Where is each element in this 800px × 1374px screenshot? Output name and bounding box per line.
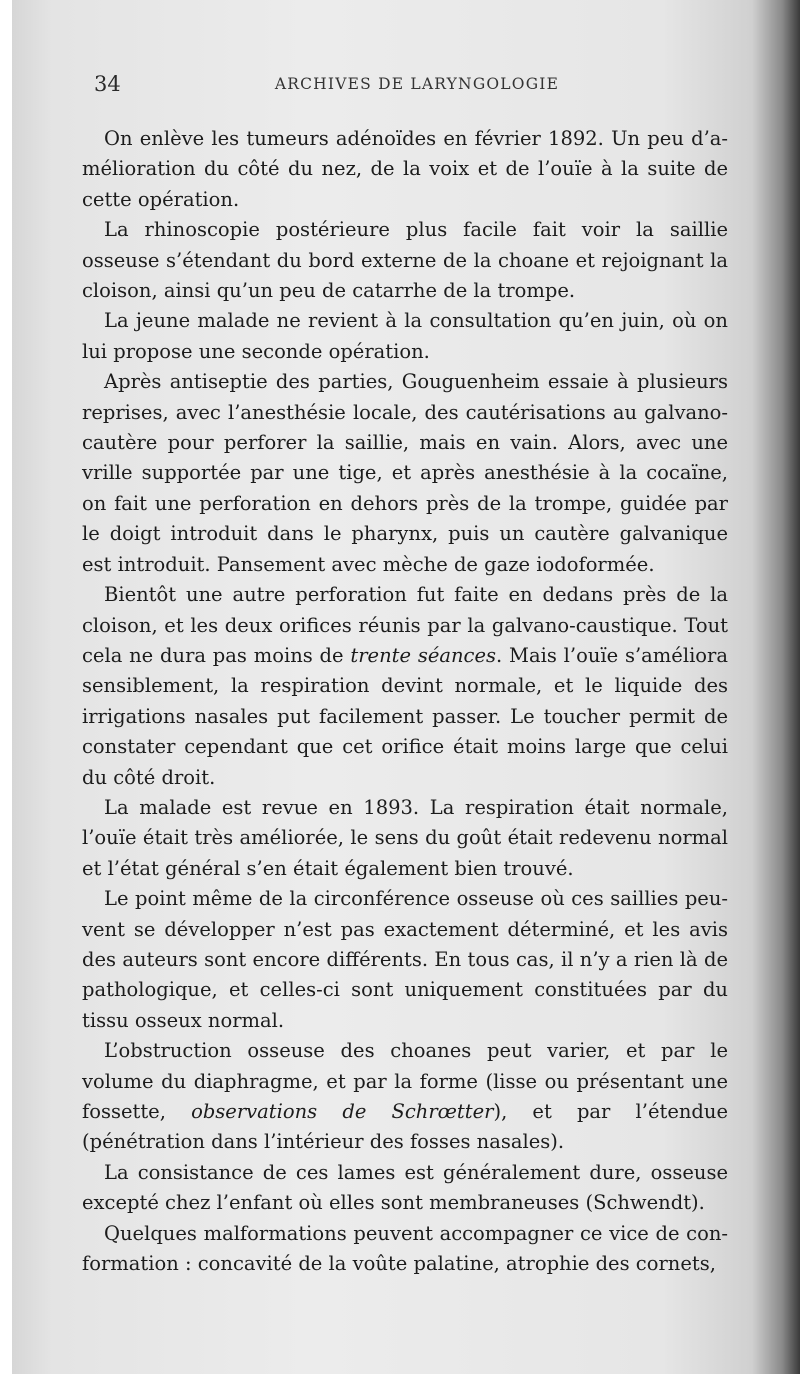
paragraph-8-end: ), et par l’étendue (pénétration dans l’intérieur des fosses nasales). [82,1100,729,1154]
paragraph-8 [82,1036,728,1158]
paragraph-1: On enlève les tumeurs adénoïdes en février 1892. Un peu d’amélioration du côté du nez, de la voix et de l’ouïe à la suite de cette opération. [82,127,728,211]
paragraph-9: La consistance de ces lames est généralement dure, osseuse excepté chez l’enfant où elles sont membraneuses (Schwendt). [82,1160,728,1215]
paragraph-2: La rhinoscopie postérieure plus facile fait voir la saillie osseuse s’étendant du bord externe de la choane et rejoignant la cloison, ainsi qu’un peu de catarrhe de la trompe. [82,218,728,303]
paragraph-8-start: L’obstruction osseuse des choanes peut varier, et par le volume du diaphragme, et par la forme (lisse ou présentant une fossette, [82,1039,728,1123]
paragraph-10: Quelques malformations peuvent accompagner ce vice de conformation : concavité de la voûte palatine, atrophie des cornets, [82,1221,728,1276]
paragraph-5-start: Bientôt une autre perforation fut faite en dedans près de la cloison, et les deux orifices réunis par la galvano-caustique. Tout cela ne dura pas moins de [82,583,728,667]
running-head [94,72,740,102]
paragraph-5 [82,580,728,793]
paragraph-3: La jeune malade ne revient à la consultation qu’en juin, où on lui propose une seconde opération. [82,309,728,363]
paragraph-7: Le point même de la circonférence osseuse où ces saillies peuvent se développer n’est pas exactement déterminé, et les avis des auteurs sont encore différents. En tous cas, il n’y a rien là de pathologique, et celles-ci sont uniquement constituées par du tissu osseux normal. [82,887,728,1032]
paragraph-6: La malade est revue en 1893. La respiration était normale, l’ouïe était très améliorée, le sens du goût était redevenu normal et l’état général s’en était également bien trouvé. [82,795,728,880]
page-number: 34 [94,72,121,96]
body-text [82,124,728,1279]
paragraph-8-italic: observations de Schrœtter [191,1100,494,1123]
journal-title: ARCHIVES DE LARYNGOLOGIE [274,75,560,93]
paragraph-4: Après antiseptie des parties, Gouguenheim essaie à plusieurs reprises, avec l’anesthésie locale, des cautérisations au galvanocautère pour perforer la saillie, mais en vain. Alors, avec une vrille supportée par une tige, et après anesthésie à la cocaïne, on fait une perforation en dehors près de la trompe, guidée par le doigt introduit dans le pharynx, puis un cautère galvanique est introduit. Pansement avec mèche de gaze iodoformée. [82,370,728,576]
paragraph-5-end: . Mais l’ouïe s’améliora sensiblement, la respiration devint normale, et le liquide des irrigations nasales put facilement passer. Le toucher permit de constater cependant que cet orifice était moins large que celui du côté droit. [82,643,728,789]
paragraph-5-italic: trente séances [350,643,497,667]
